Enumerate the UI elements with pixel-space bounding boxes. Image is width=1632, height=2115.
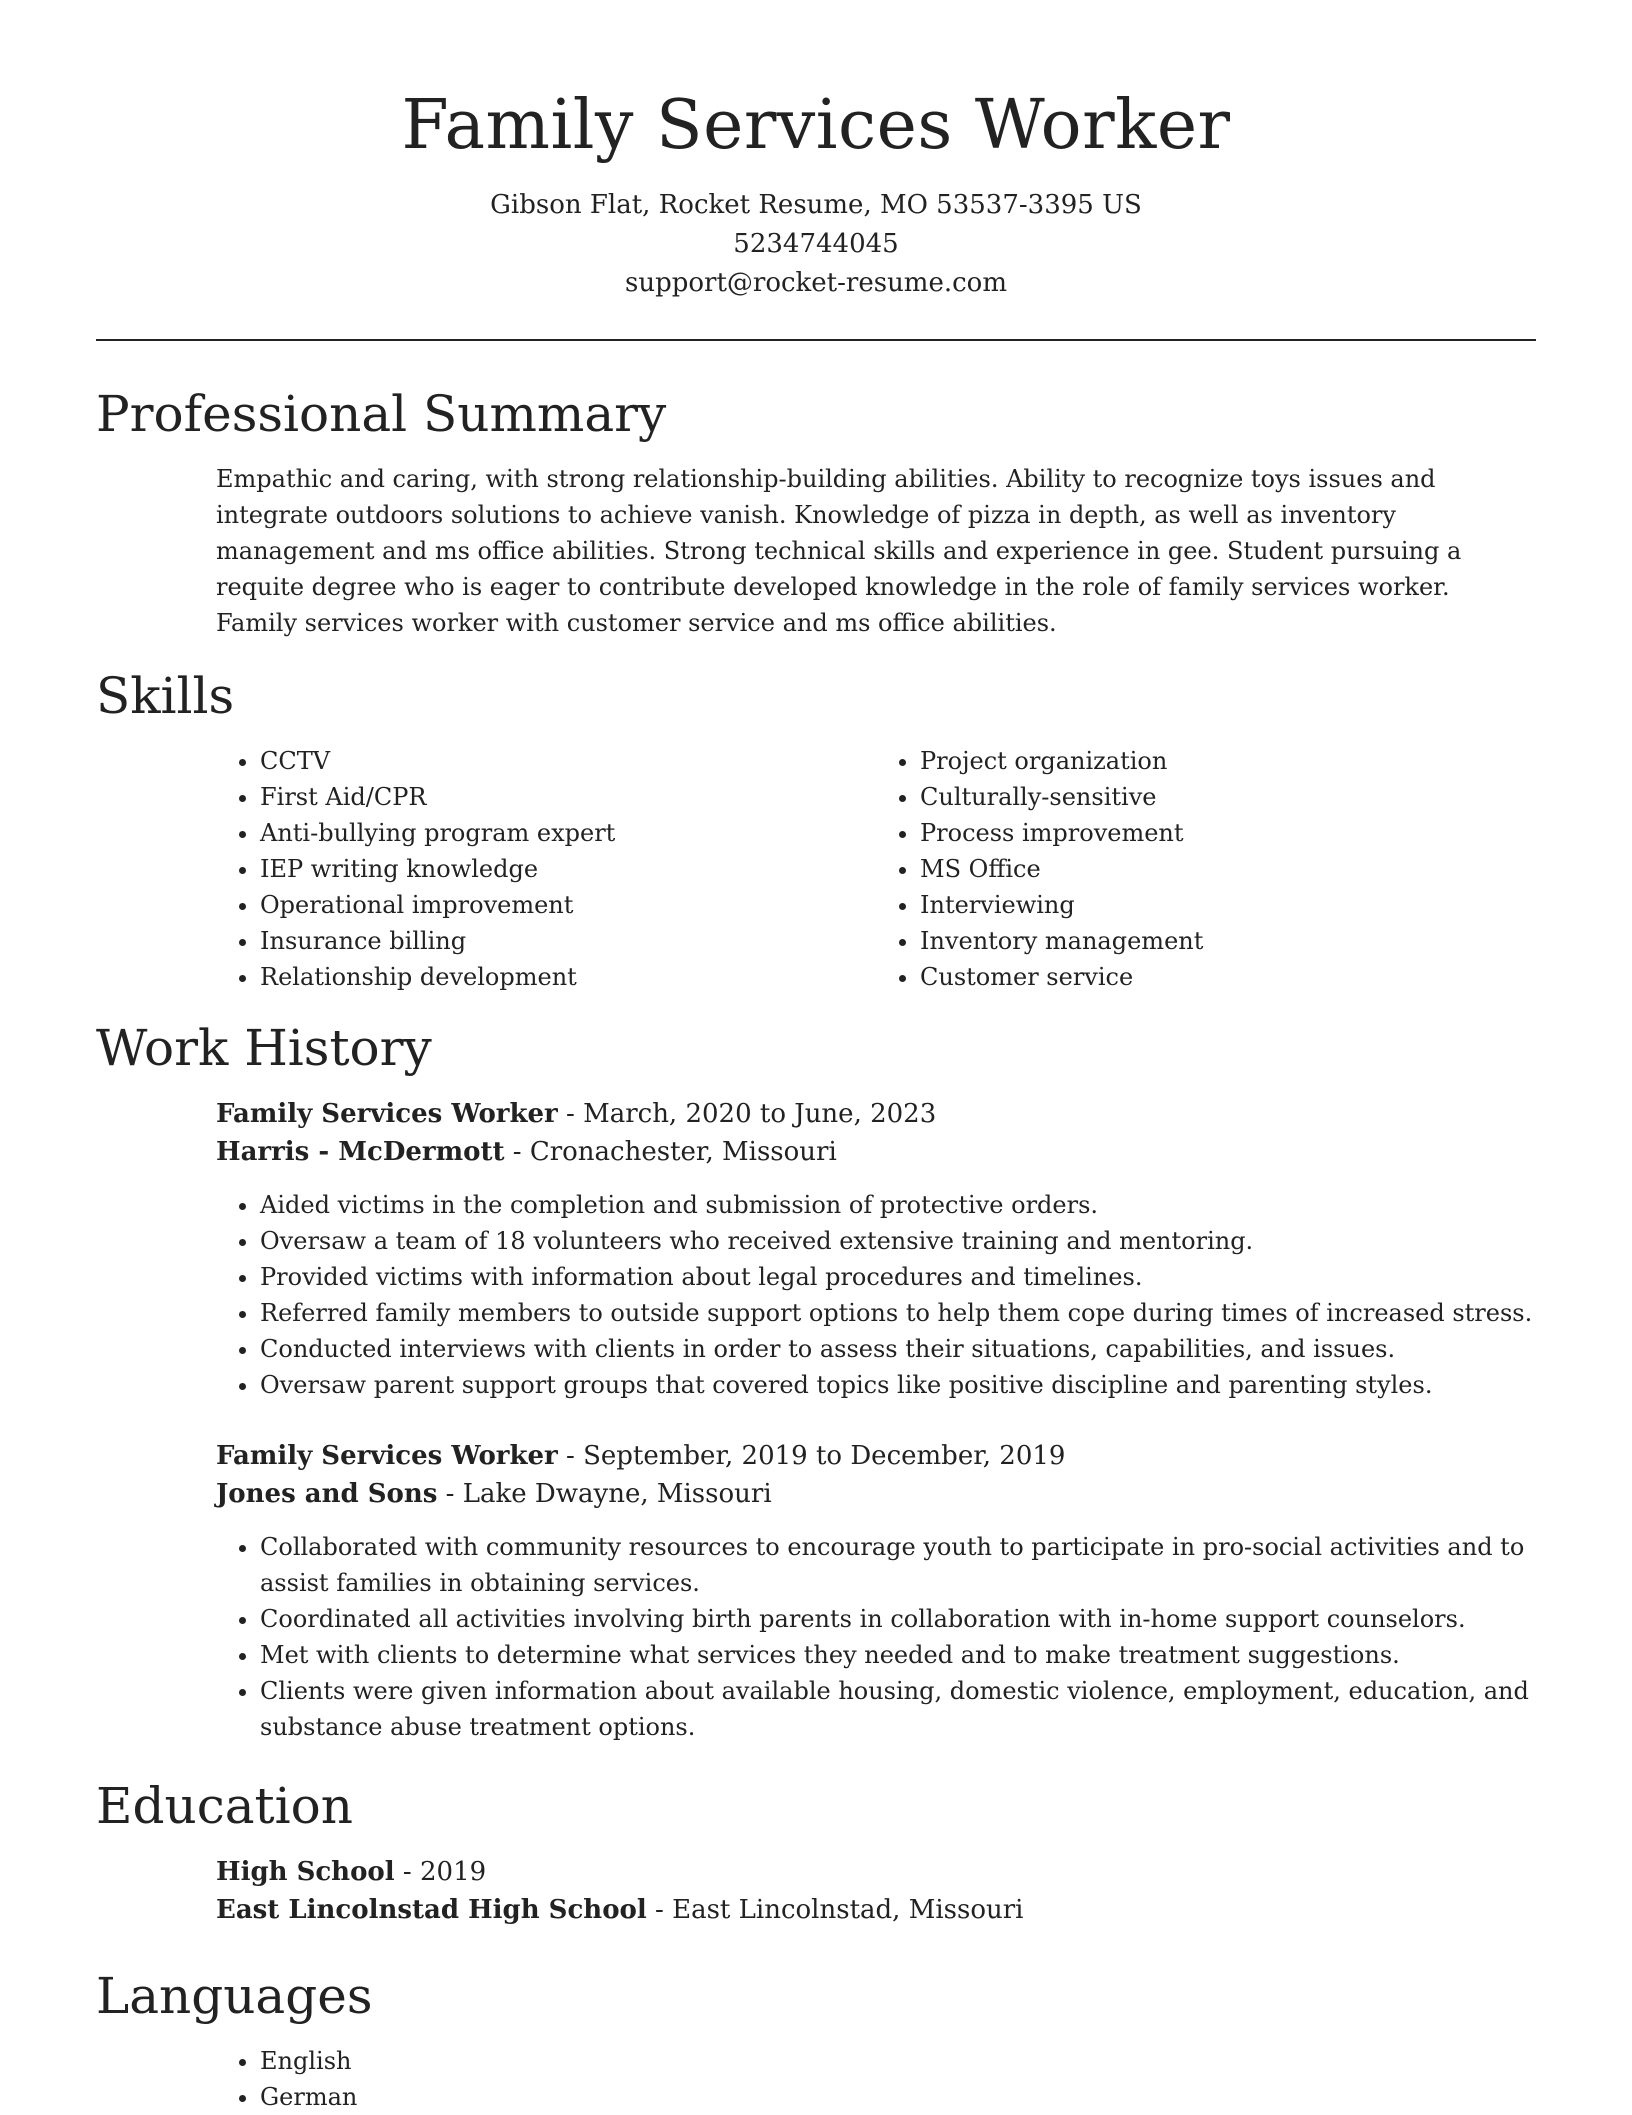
job-dates: September, 2019 to December, 2019 bbox=[583, 1441, 1066, 1471]
job-bullet: • Met with clients to determine what services they needed and to make treatment suggestions. bbox=[260, 1637, 1536, 1673]
job-title-line: Family Services Worker - March, 2020 to June, 2023 bbox=[216, 1099, 937, 1129]
languages-list bbox=[216, 2043, 1536, 2115]
school-name: East Lincolnstad High School bbox=[216, 1895, 647, 1925]
job-title: Family Services Worker bbox=[216, 1099, 558, 1129]
phone: 5234744045 bbox=[733, 229, 899, 259]
summary-section bbox=[96, 381, 1536, 641]
skill-item: • Interviewing bbox=[920, 887, 1536, 923]
language-item: • English bbox=[260, 2043, 1536, 2079]
school-location: East Lincolnstad, Missouri bbox=[672, 1895, 1024, 1925]
language-item: • German bbox=[260, 2079, 1536, 2115]
job-bullets bbox=[216, 1187, 1536, 1403]
address: Gibson Flat, Rocket Resume, MO 53537-3395 US bbox=[490, 190, 1142, 220]
degree: High School bbox=[216, 1857, 395, 1887]
education-section bbox=[96, 1773, 1536, 1929]
skill-item: • Inventory management bbox=[920, 923, 1536, 959]
skill-item: • First Aid/CPR bbox=[260, 779, 876, 815]
summary-heading: Professional Summary bbox=[96, 385, 667, 443]
job-location: Cronachester, Missouri bbox=[529, 1137, 837, 1167]
skills-section bbox=[96, 663, 1536, 995]
skills-list-right bbox=[876, 743, 1536, 995]
skill-item: • Project organization bbox=[920, 743, 1536, 779]
company-name: Harris - McDermott bbox=[216, 1137, 505, 1167]
job-bullet: • Aided victims in the completion and submission of protective orders. bbox=[260, 1187, 1536, 1223]
job-bullets bbox=[216, 1529, 1536, 1745]
job-company-line: Jones and Sons - Lake Dwayne, Missouri bbox=[216, 1479, 772, 1509]
job-dates: March, 2020 to June, 2023 bbox=[583, 1099, 937, 1129]
graduation-year: 2019 bbox=[419, 1857, 487, 1887]
skill-item: • Relationship development bbox=[260, 959, 876, 995]
skill-item: • MS Office bbox=[920, 851, 1536, 887]
job-bullet: • Coordinated all activities involving birth parents in collaboration with in-home support counselors. bbox=[260, 1601, 1536, 1637]
skill-item: • Anti-bullying program expert bbox=[260, 815, 876, 851]
job-bullet: • Collaborated with community resources to encourage youth to participate in pro-social activities and to assist families in obtaining services. bbox=[260, 1529, 1536, 1601]
skill-item: • Insurance billing bbox=[260, 923, 876, 959]
contact-block bbox=[96, 186, 1536, 303]
skills-heading: Skills bbox=[96, 667, 235, 725]
header-divider bbox=[96, 339, 1536, 341]
job-entry bbox=[96, 1437, 1536, 1745]
summary-text: Empathic and caring, with strong relationship-building abilities. Ability to recognize toys issues and integrate outdoors solutions to achieve vanish. Knowledge of pizza in depth, as well as inventory management and ms office abilities. Strong technical skills and experience in gee. Student pursuing a requite degree who is eager to contribute developed knowledge in the role of family services worker. Family services worker with customer service and ms office abilities. bbox=[216, 465, 1462, 637]
job-title: Family Services Worker bbox=[216, 1441, 558, 1471]
skill-item: • CCTV bbox=[260, 743, 876, 779]
job-bullet: • Conducted interviews with clients in order to assess their situations, capabilities, and issues. bbox=[260, 1331, 1536, 1367]
company-name: Jones and Sons bbox=[216, 1479, 438, 1509]
job-company-line: Harris - McDermott - Cronachester, Missouri bbox=[216, 1137, 837, 1167]
job-bullet: • Oversaw parent support groups that covered topics like positive discipline and parenting styles. bbox=[260, 1367, 1536, 1403]
job-bullet: • Referred family members to outside support options to help them cope during times of increased stress. bbox=[260, 1295, 1536, 1331]
languages-heading: Languages bbox=[96, 1967, 373, 2025]
job-entry bbox=[96, 1095, 1536, 1403]
skill-item: • Customer service bbox=[920, 959, 1536, 995]
resume-header bbox=[96, 0, 1536, 303]
job-location: Lake Dwayne, Missouri bbox=[462, 1479, 772, 1509]
skill-item: • Operational improvement bbox=[260, 887, 876, 923]
job-bullet: • Clients were given information about available housing, domestic violence, employment, education, and substance abuse treatment options. bbox=[260, 1673, 1536, 1745]
skill-item: • Culturally-sensitive bbox=[920, 779, 1536, 815]
education-heading: Education bbox=[96, 1777, 353, 1835]
degree-line: High School - 2019 bbox=[216, 1857, 487, 1887]
work-history-section bbox=[96, 1015, 1536, 1745]
email: support@rocket-resume.com bbox=[624, 268, 1007, 298]
job-title-line: Family Services Worker - September, 2019 to December, 2019 bbox=[216, 1441, 1066, 1471]
job-bullet: • Provided victims with information about legal procedures and timelines. bbox=[260, 1259, 1536, 1295]
candidate-name: Family Services Worker bbox=[401, 86, 1231, 165]
skill-item: • Process improvement bbox=[920, 815, 1536, 851]
languages-section bbox=[96, 1963, 1536, 2115]
skill-item: • IEP writing knowledge bbox=[260, 851, 876, 887]
skills-list-left bbox=[216, 743, 876, 995]
school-line: East Lincolnstad High School - East Lincolnstad, Missouri bbox=[216, 1895, 1024, 1925]
work-history-heading: Work History bbox=[96, 1019, 432, 1077]
job-bullet: • Oversaw a team of 18 volunteers who received extensive training and mentoring. bbox=[260, 1223, 1536, 1259]
